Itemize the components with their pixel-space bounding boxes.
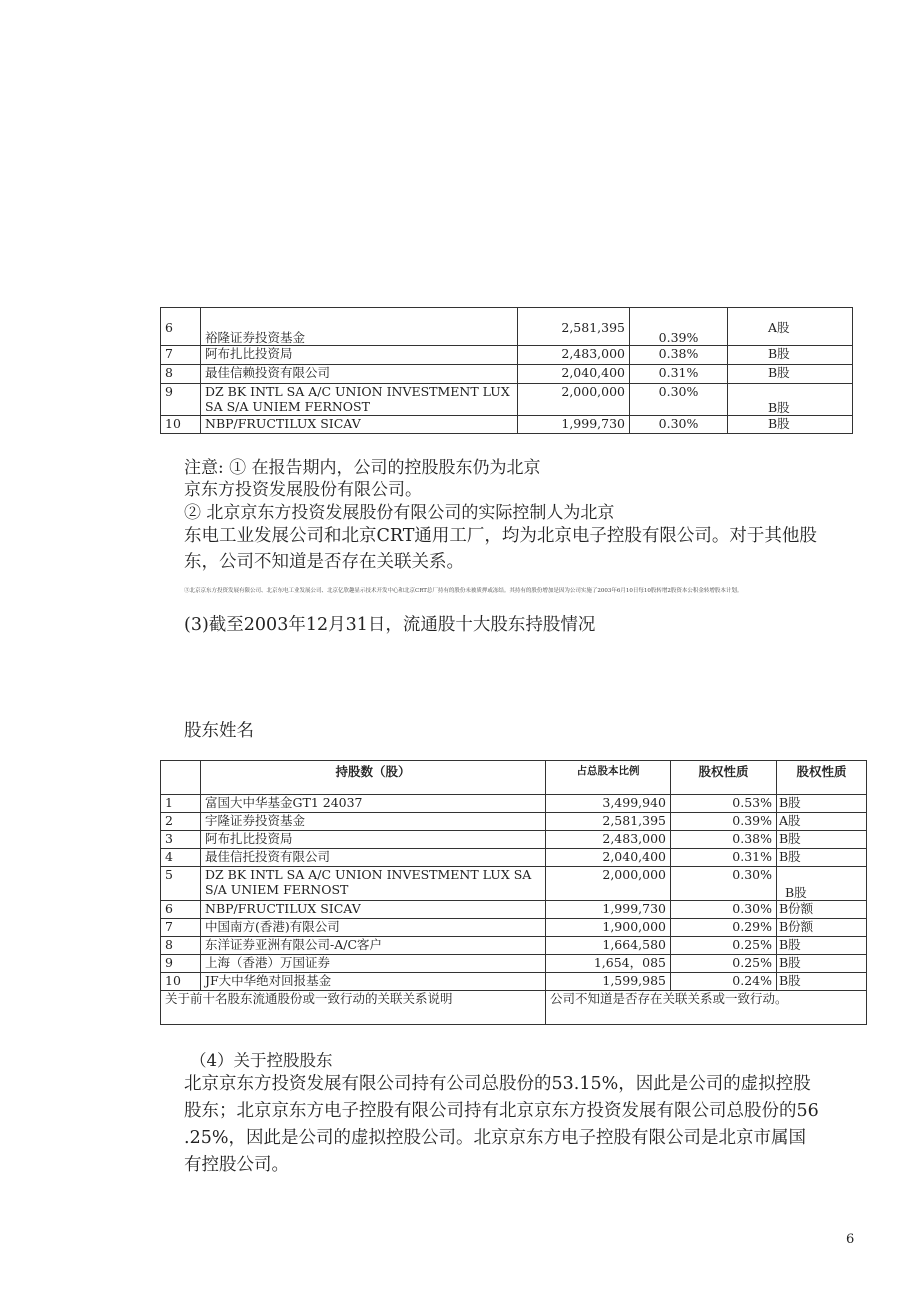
shareholder-name: 中国南方(香港)有限公司: [201, 919, 546, 937]
page-number: 6: [846, 1232, 855, 1247]
header-no: [161, 761, 201, 795]
section-4-line-4: 有控股公司。: [184, 1155, 289, 1175]
share-ratio: 0.30%: [671, 901, 777, 919]
share-type: B股: [728, 384, 853, 416]
table-row: [161, 384, 853, 416]
shares-count: 1,999,730: [518, 416, 630, 434]
row-no: 1: [161, 795, 201, 813]
share-ratio: 0.39%: [630, 308, 728, 346]
shareholder-name: 最佳信赖投资有限公司: [201, 365, 518, 384]
shareholder-name: NBP/FRUCTILUX SICAV: [201, 416, 518, 434]
shareholder-name: 阿布扎比投资局: [201, 346, 518, 365]
relation-note-value: 公司不知道是否存在关联关系或一致行动。: [546, 991, 867, 1025]
row-no: 8: [161, 937, 201, 955]
share-ratio: 0.30%: [630, 384, 728, 416]
note-line-5: 东，公司不知道是否存在关联关系。: [184, 552, 464, 572]
note-line-1: 注意: ① 在报告期内，公司的控股股东仍为北京: [184, 458, 541, 478]
share-ratio: 0.39%: [671, 813, 777, 831]
relation-note-label: 关于前十名股东流通股份或一致行动的关联关系说明: [161, 991, 546, 1025]
shares-count: 1,900,000: [546, 919, 671, 937]
share-type: B股: [728, 416, 853, 434]
row-no: 5: [161, 867, 201, 901]
shareholder-name: 宇隆证券投资基金: [201, 813, 546, 831]
share-type: B股: [777, 955, 867, 973]
row-no: 9: [161, 384, 201, 416]
shares-count: 2,000,000: [518, 384, 630, 416]
share-ratio: 0.38%: [671, 831, 777, 849]
share-ratio: 0.38%: [630, 346, 728, 365]
table-row: [161, 416, 853, 434]
table-row: [161, 831, 867, 849]
shares-count: 1,654，085: [546, 955, 671, 973]
table-footer-row: [161, 991, 867, 1025]
shareholder-name: 裕隆证券投资基金: [201, 308, 518, 346]
share-type: B股: [777, 831, 867, 849]
share-ratio: 0.53%: [671, 795, 777, 813]
note-line-2: 京东方投资发展股份有限公司。: [184, 480, 422, 500]
row-no: 10: [161, 416, 201, 434]
header-type-2: 股权性质: [777, 761, 867, 795]
row-no: 2: [161, 813, 201, 831]
shareholder-name: 上海（香港）万国证券: [201, 955, 546, 973]
row-no: 9: [161, 955, 201, 973]
shareholders-table-continued: [160, 307, 853, 434]
shares-count: 1,599,985: [546, 973, 671, 991]
row-no: 4: [161, 849, 201, 867]
share-type: B股: [777, 795, 867, 813]
header-shares: 持股数（股）: [201, 761, 546, 795]
table-row: [161, 919, 867, 937]
table-row: [161, 813, 867, 831]
table-row: [161, 346, 853, 365]
shares-count: 2,040,400: [518, 365, 630, 384]
shareholder-name: JF大中华绝对回报基金: [201, 973, 546, 991]
shares-count: 1,664,580: [546, 937, 671, 955]
share-type: B股: [777, 973, 867, 991]
share-type: B份额: [777, 919, 867, 937]
share-ratio: 0.24%: [671, 973, 777, 991]
row-no: 3: [161, 831, 201, 849]
shares-count: 2,581,395: [518, 308, 630, 346]
shares-count: 2,581,395: [546, 813, 671, 831]
table-row: [161, 867, 867, 901]
share-type: A股: [777, 813, 867, 831]
shareholder-name: NBP/FRUCTILUX SICAV: [201, 901, 546, 919]
shares-count: 1,999,730: [546, 901, 671, 919]
note-line-3: ② 北京京东方投资发展股份有限公司的实际控制人为北京: [184, 503, 615, 523]
row-no: 6: [161, 901, 201, 919]
row-no: 10: [161, 973, 201, 991]
footnote: ③北京京东方投资发展有限公司、北京东电工业发展公司、北京亿欣趣显示技术开发中心和北京CRT总厂持有的股份未被质押或冻结。其持有的股份增加是因为公司实施了2003年6月10日每10股转增2股资本公积金转增股本计划。: [184, 588, 743, 594]
share-type: B股: [777, 937, 867, 955]
table-row: [161, 901, 867, 919]
shareholder-name-label: 股东姓名: [184, 721, 254, 741]
table-row: [161, 849, 867, 867]
section-4-line-3: .25%，因此是公司的虚拟控股公司。北京京东方电子控股有限公司是北京市属国: [184, 1128, 806, 1148]
share-ratio: 0.30%: [671, 867, 777, 901]
section-3-title: (3)截至2003年12月31日，流通股十大股东持股情况: [184, 615, 596, 635]
share-type: B股: [777, 867, 867, 901]
share-ratio: 0.30%: [630, 416, 728, 434]
shareholder-name: 东洋证券亚洲有限公司-A/C客户: [201, 937, 546, 955]
table-row: [161, 973, 867, 991]
shares-count: 2,483,000: [546, 831, 671, 849]
header-ratio: 占总股本比例: [546, 761, 671, 795]
table-row: [161, 365, 853, 384]
note-line-4: 东电工业发展公司和北京CRT通用工厂，均为北京电子控股有限公司。对于其他股: [184, 526, 817, 546]
top-ten-circulating-shareholders-table: [160, 760, 867, 1025]
share-ratio: 0.29%: [671, 919, 777, 937]
header-type-1: 股权性质: [671, 761, 777, 795]
row-no: 7: [161, 346, 201, 365]
section-4-title: （4）关于控股股东: [190, 1051, 333, 1070]
shareholder-name: 最佳信托投资有限公司: [201, 849, 546, 867]
share-ratio: 0.25%: [671, 955, 777, 973]
shares-count: 3,499,940: [546, 795, 671, 813]
share-type: B股: [728, 346, 853, 365]
share-type: B份额: [777, 901, 867, 919]
row-no: 7: [161, 919, 201, 937]
shares-count: 2,483,000: [518, 346, 630, 365]
shareholder-name: 富国大中华基金GT1 24037: [201, 795, 546, 813]
shares-count: 2,000,000: [546, 867, 671, 901]
table-row: [161, 955, 867, 973]
shareholder-name: DZ BK INTL SA A/C UNION INVESTMENT LUX SA S/A UNIEM FERNOST: [201, 384, 518, 416]
share-type: B股: [728, 365, 853, 384]
share-ratio: 0.25%: [671, 937, 777, 955]
share-type: A股: [728, 308, 853, 346]
section-4-line-1: 北京京东方投资发展有限公司持有公司总股份的53.15%，因此是公司的虚拟控股: [184, 1074, 811, 1094]
table-row: [161, 795, 867, 813]
row-no: 8: [161, 365, 201, 384]
table-row: [161, 308, 853, 346]
row-no: 6: [161, 308, 201, 346]
table-header-row: [161, 761, 867, 795]
table-row: [161, 937, 867, 955]
shareholder-name: 阿布扎比投资局: [201, 831, 546, 849]
share-ratio: 0.31%: [671, 849, 777, 867]
share-ratio: 0.31%: [630, 365, 728, 384]
share-type: B股: [777, 849, 867, 867]
section-4-line-2: 股东；北京京东方电子控股有限公司持有北京京东方投资发展有限公司总股份的56: [184, 1101, 819, 1121]
shareholder-name: DZ BK INTL SA A/C UNION INVESTMENT LUX SA S/A UNIEM FERNOST: [201, 867, 546, 901]
shares-count: 2,040,400: [546, 849, 671, 867]
